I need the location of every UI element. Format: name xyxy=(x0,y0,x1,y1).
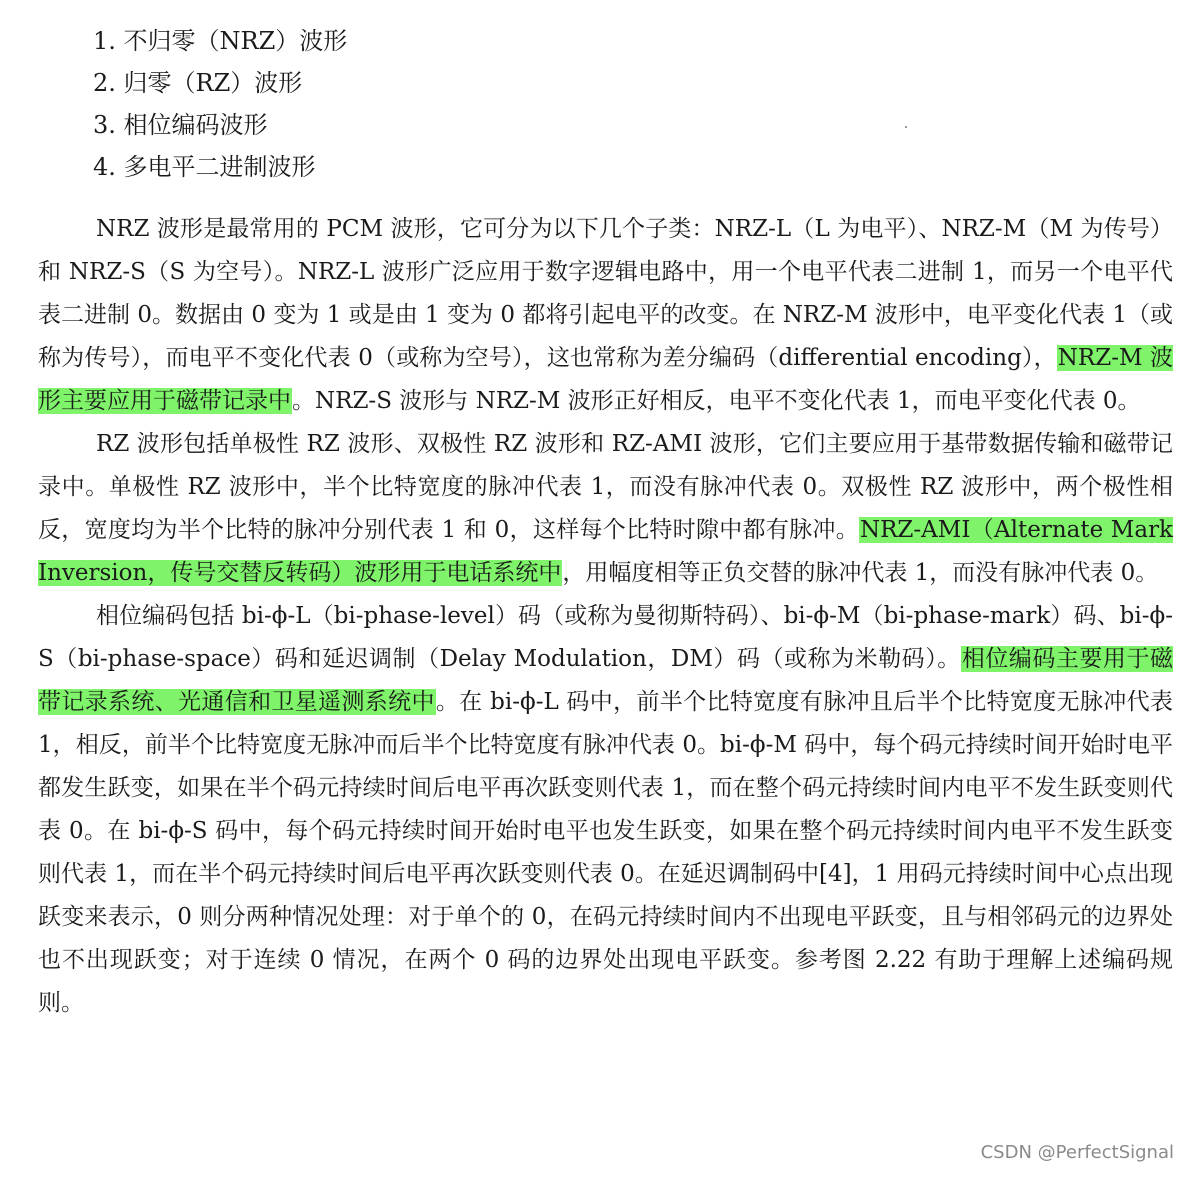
paragraph-text: RZ 波形包括单极性 RZ 波形、双极性 RZ 波形和 RZ-AMI 波形，它们主要应用于基带数据传输和磁带记录中。单极性 RZ 波形中，半个比特宽度的脉冲代表 1，而没有脉冲代表 0。双极性 RZ 波形中，两个极性相反，宽度均为半个比特的脉冲分别代表 1 和 0，这样每个比特时隙中都有脉冲。 xyxy=(38,431,1173,543)
list-item: 1. 不归零（NRZ）波形 xyxy=(93,27,348,55)
paragraph-text: ，用幅度相等正负交替的脉冲代表 1，而没有脉冲代表 0。 xyxy=(562,560,1159,586)
paragraph-text: NRZ 波形是最常用的 PCM 波形，它可分为以下几个子类：NRZ-L（L 为电平）、NRZ-M（M 为传号）和 NRZ-S（S 为空号）。NRZ-L 波形广泛应用于数字逻辑电路中，用一个电平代表二进制 1，而另一个电平代表二进制 0。数据由 0 变为 1 或是由 1 变为 0 都将引起电平的改变。在 NRZ-M 波形中，电平变化代表 1（或称为传号），而电平不变化代表 0（或称为空号），这也常称为差分编码（differential encoding）， xyxy=(38,216,1173,371)
scan-speck xyxy=(905,126,907,128)
paragraph-nrz xyxy=(38,208,1173,423)
list-item: 2. 归零（RZ）波形 xyxy=(93,69,303,97)
highlighted-text: NRZ-M 波形主要应用于磁带记录中 xyxy=(38,345,1173,414)
highlighted-text: NRZ-AMI（Alternate Mark Inversion，传号交替反转码）波形用于电话系统中 xyxy=(38,517,1173,586)
watermark: CSDN @PerfectSignal xyxy=(980,1142,1174,1163)
body-text xyxy=(38,208,1173,1025)
paragraph-phase-encoding xyxy=(38,595,1173,1025)
paragraph-rz xyxy=(38,423,1173,595)
paragraph-text: 。在 bi-ϕ-L 码中，前半个比特宽度有脉冲且后半个比特宽度无脉冲代表 1，相反，前半个比特宽度无脉冲而后半个比特宽度有脉冲代表 0。bi-ϕ-M 码中，每个码元持续时间开始时电平都发生跃变，如果在半个码元持续时间后电平再次跃变则代表 1，而在整个码元持续时间内电平不发生跃变则代表 0。在 bi-ϕ-S 码中，每个码元持续时间开始时电平也发生跃变，如果在整个码元持续时间内电平不发生跃变则代表 1，而在半个码元持续时间后电平再次跃变则代表 0。在延迟调制码中[4]，1 用码元持续时间中心点出现跃变来表示，0 则分两种情况处理：对于单个的 0，在码元持续时间内不出现电平跃变，且与相邻码元的边界处也不出现跃变；对于连续 0 情况，在两个 0 码的边界处出现电平跃变。参考图 2.22 有助于理解上述编码规则。 xyxy=(38,689,1173,1016)
list-item: 4. 多电平二进制波形 xyxy=(93,153,316,181)
paragraph-text: 相位编码包括 bi-ϕ-L（bi-phase-level）码（或称为曼彻斯特码）、bi-ϕ-M（bi-phase-mark）码、bi-ϕ-S（bi-phase-space）码和延迟调制（Delay Modulation，DM）码（或称为米勒码）。 xyxy=(38,603,1173,672)
paragraph-text: 。NRZ-S 波形与 NRZ-M 波形正好相反，电平不变化代表 1，而电平变化代表 0。 xyxy=(292,388,1141,414)
waveform-type-list xyxy=(93,20,347,188)
highlighted-text: 相位编码主要用于磁带记录系统、光通信和卫星遥测系统中 xyxy=(38,646,1173,715)
list-item: 3. 相位编码波形 xyxy=(93,111,268,139)
